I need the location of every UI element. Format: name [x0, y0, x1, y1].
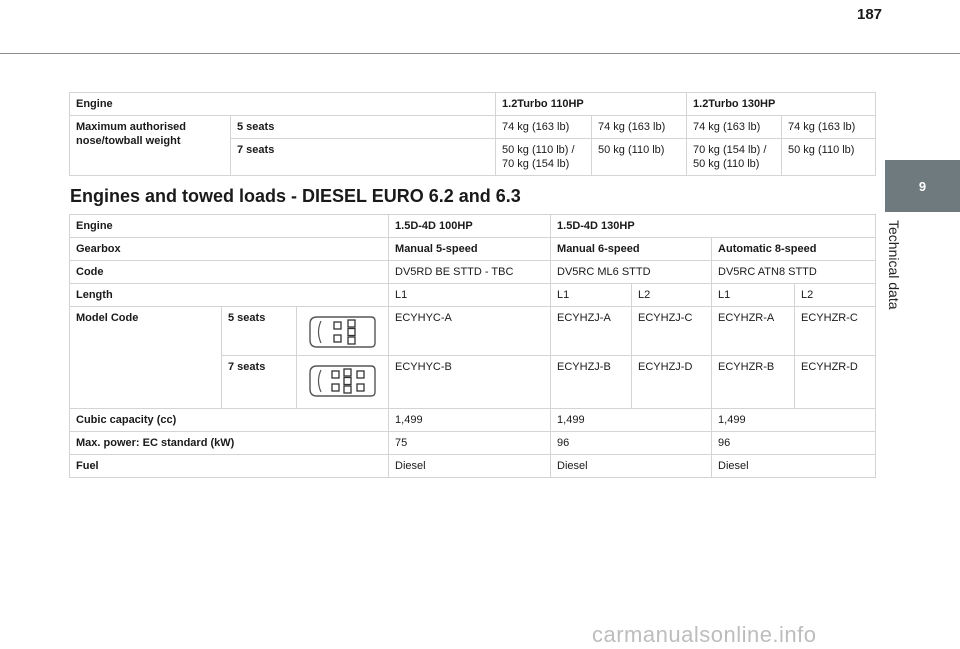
table-cell: ECYHZR-C [795, 307, 876, 356]
table-row [70, 215, 876, 238]
engine-b-header: 1.5D-4D 130HP [551, 215, 876, 238]
table-cell: ECYHZR-D [795, 356, 876, 409]
length-label: Length [70, 284, 389, 307]
table-cell: ECYHZR-B [712, 356, 795, 409]
gearbox-label: Gearbox [70, 238, 389, 261]
engine-label: Engine [70, 215, 389, 238]
table-cell: Automatic 8-speed [712, 238, 876, 261]
engine-a-header: 1.5D-4D 100HP [389, 215, 551, 238]
petrol-towload-table [69, 92, 876, 176]
seats-7-label: 7 seats [231, 139, 496, 176]
chapter-number: 9 [918, 178, 927, 194]
table-cell: Manual 5-speed [389, 238, 551, 261]
seats-5-label: 5 seats [231, 116, 496, 139]
table-cell: Diesel [389, 455, 551, 478]
table-cell: 96 [551, 432, 712, 455]
table-cell: 50 kg (110 lb) [592, 139, 687, 176]
table-row [70, 261, 876, 284]
table-cell: 1,499 [712, 409, 876, 432]
table-cell: DV5RD BE STTD - TBC [389, 261, 551, 284]
page-number: 187 [857, 6, 883, 23]
header-divider [0, 53, 960, 54]
table-cell: ECYHZR-A [712, 307, 795, 356]
table-cell: Diesel [712, 455, 876, 478]
power-label: Max. power: EC standard (kW) [70, 432, 389, 455]
engine-b-header: 1.2Turbo 130HP [687, 93, 876, 116]
table-row [70, 307, 876, 356]
table-cell: L1 [712, 284, 795, 307]
table-row [70, 238, 876, 261]
table-cell: ECYHZJ-B [551, 356, 632, 409]
table-cell: ECYHZJ-C [632, 307, 712, 356]
table-cell: L1 [551, 284, 632, 307]
table-row [70, 116, 876, 139]
table-cell: 75 [389, 432, 551, 455]
table-cell: Manual 6-speed [551, 238, 712, 261]
chapter-tab[interactable] [885, 160, 960, 212]
seats-5-label: 5 seats [222, 307, 297, 356]
table-cell: 1,499 [389, 409, 551, 432]
table-row [70, 409, 876, 432]
table-cell: Diesel [551, 455, 712, 478]
van-5-seat-layout-icon [307, 313, 379, 351]
table-cell: 74 kg (163 lb) [592, 116, 687, 139]
diesel-engine-table [69, 214, 876, 478]
seats-7-label: 7 seats [222, 356, 297, 409]
table-cell: ECYHZJ-A [551, 307, 632, 356]
table-cell: 70 kg (154 lb) / 50 kg (110 lb) [687, 139, 782, 176]
model-code-label: Model Code [70, 307, 222, 409]
table-cell: L1 [389, 284, 551, 307]
table-row [70, 284, 876, 307]
table-cell: 74 kg (163 lb) [782, 116, 876, 139]
table-cell: 96 [712, 432, 876, 455]
table-cell: 50 kg (110 lb) [782, 139, 876, 176]
watermark: carmanualsonline.info [592, 622, 817, 647]
engine-a-header: 1.2Turbo 110HP [496, 93, 687, 116]
table-cell: 50 kg (110 lb) / 70 kg (154 lb) [496, 139, 592, 176]
table-cell: ECYHYC-B [389, 356, 551, 409]
seat-icon-cell [297, 307, 389, 356]
engine-label: Engine [70, 93, 496, 116]
weight-label: Maximum authorised nose/towball weight [70, 116, 231, 176]
section-title: Engines and towed loads - DIESEL EURO 6.2 and 6.3 [70, 186, 521, 206]
table-cell: ECYHZJ-D [632, 356, 712, 409]
table-cell: L2 [632, 284, 712, 307]
code-label: Code [70, 261, 389, 284]
table-row [70, 432, 876, 455]
capacity-label: Cubic capacity (cc) [70, 409, 389, 432]
table-row [70, 455, 876, 478]
table-cell: ECYHYC-A [389, 307, 551, 356]
chapter-title: Technical data [886, 220, 902, 310]
table-cell: 74 kg (163 lb) [687, 116, 782, 139]
table-cell: L2 [795, 284, 876, 307]
table-cell: DV5RC ATN8 STTD [712, 261, 876, 284]
table-row [70, 93, 876, 116]
table-cell: DV5RC ML6 STTD [551, 261, 712, 284]
table-cell: 74 kg (163 lb) [496, 116, 592, 139]
seat-icon-cell [297, 356, 389, 409]
van-7-seat-layout-icon [307, 362, 379, 400]
table-cell: 1,499 [551, 409, 712, 432]
fuel-label: Fuel [70, 455, 389, 478]
